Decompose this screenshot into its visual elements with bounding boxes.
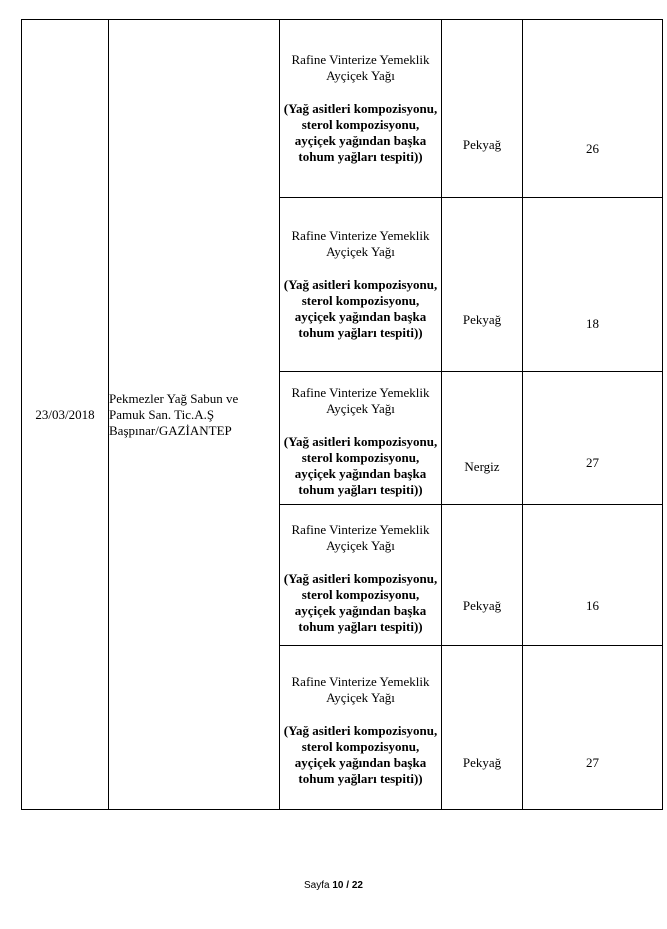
table-row: [22, 20, 663, 198]
inspection-table: [21, 19, 663, 810]
product-cell: [280, 20, 442, 198]
analysis-detail: (Yağ asitleri kompozisyonu, sterol kompozisyonu, ayçiçek yağından başka tohum yağları tespiti)): [283, 277, 438, 340]
count-cell: 16: [523, 505, 663, 646]
brand-cell: Nergiz: [442, 372, 523, 505]
brand-cell: Pekyağ: [442, 505, 523, 646]
product-cell: [280, 372, 442, 505]
product-name: Rafine Vinterize Yemeklik Ayçiçek Yağı: [291, 228, 430, 259]
analysis-detail: (Yağ asitleri kompozisyonu, sterol kompozisyonu, ayçiçek yağından başka tohum yağları tespiti)): [283, 433, 438, 497]
product-cell: [280, 646, 442, 810]
firm-address: Başpınar/GAZİANTEP: [109, 422, 232, 438]
product-cell: [280, 198, 442, 372]
product-cell: [280, 505, 442, 646]
current-page: 10: [332, 880, 344, 891]
firm-name-line: Pamuk San. Tic.A.Ş: [109, 406, 215, 422]
brand-cell: Pekyağ: [442, 198, 523, 372]
count-cell: 26: [523, 20, 663, 198]
total-pages: 22: [351, 880, 363, 891]
firm-cell: [109, 20, 280, 810]
page-number-footer: [0, 880, 667, 891]
product-name: Rafine Vinterize Yemeklik Ayçiçek Yağı: [291, 52, 430, 83]
brand-cell: Pekyağ: [442, 646, 523, 810]
count-cell: 27: [523, 372, 663, 505]
product-name: Rafine Vinterize Yemeklik Ayçiçek Yağı: [291, 384, 430, 416]
date-cell: 23/03/2018: [22, 20, 109, 810]
firm-name-line: Pekmezler Yağ Sabun ve: [109, 390, 239, 406]
page-label: Sayfa: [304, 880, 330, 891]
analysis-detail: (Yağ asitleri kompozisyonu, sterol kompozisyonu, ayçiçek yağından başka tohum yağları tespiti)): [283, 723, 438, 786]
product-name: Rafine Vinterize Yemeklik Ayçiçek Yağı: [291, 674, 430, 705]
brand-cell: Pekyağ: [442, 20, 523, 198]
analysis-detail: (Yağ asitleri kompozisyonu, sterol kompozisyonu, ayçiçek yağından başka tohum yağları tespiti)): [283, 101, 438, 164]
count-cell: 27: [523, 646, 663, 810]
page-separator: /: [346, 880, 350, 891]
product-name: Rafine Vinterize Yemeklik Ayçiçek Yağı: [291, 521, 430, 553]
analysis-detail: (Yağ asitleri kompozisyonu, sterol kompozisyonu, ayçiçek yağından başka tohum yağları tespiti)): [283, 570, 438, 634]
count-cell: 18: [523, 198, 663, 372]
